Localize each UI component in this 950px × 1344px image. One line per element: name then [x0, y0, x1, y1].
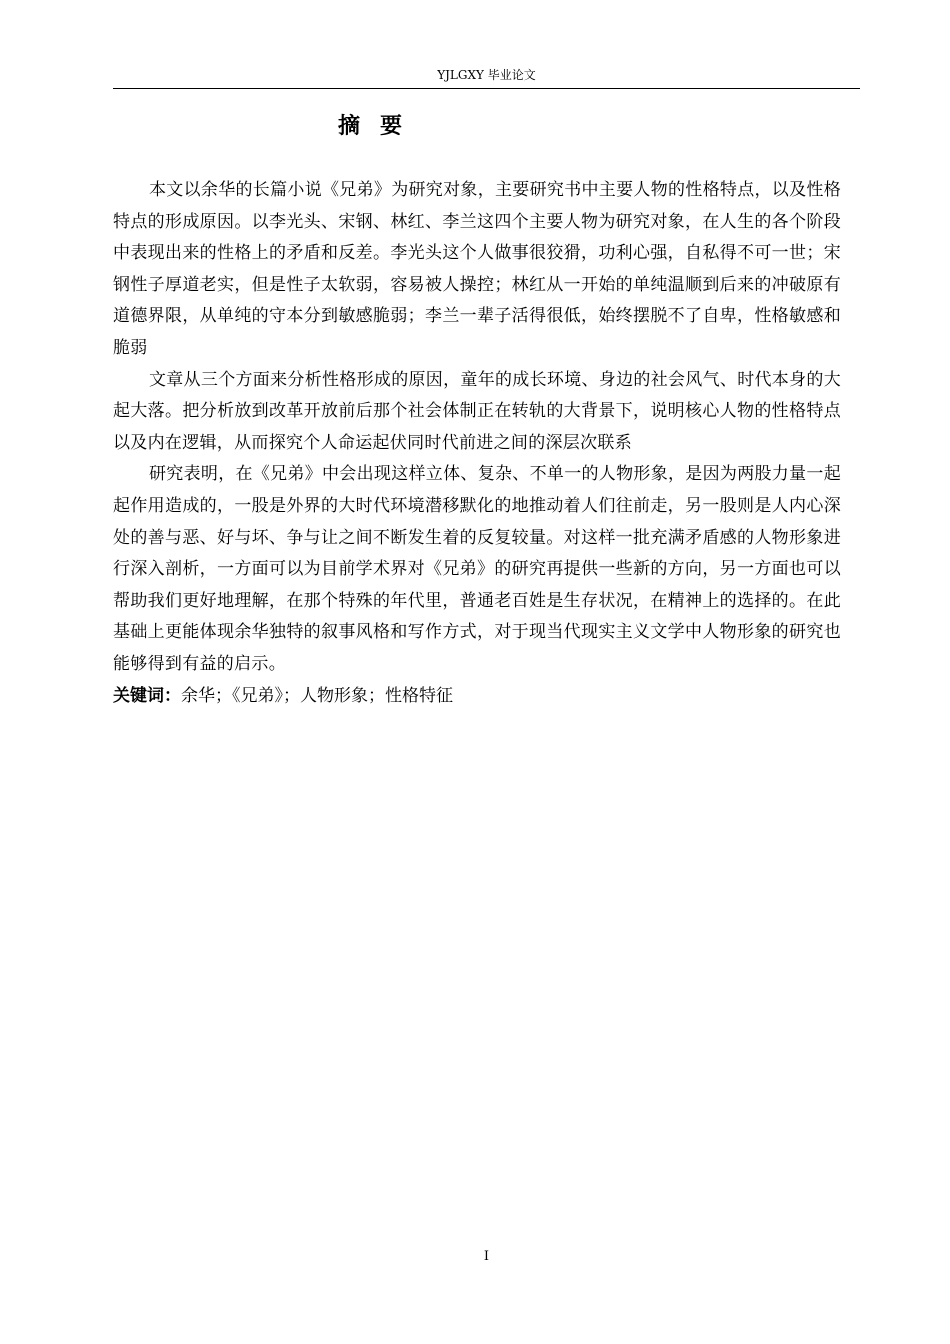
keywords-list: 余华；《兄弟》；人物形象；性格特征	[181, 685, 453, 706]
keywords-label: 关键词：	[113, 685, 181, 706]
abstract-paragraph-2: 文章从三个方面来分析性格形成的原因，童年的成长环境、身边的社会风气、时代本身的大起大落。把分析放到改革开放前后那个社会体制正在转轨的大背景下，说明核心人物的性格特点以及内在逻辑，从而探究个人命运起伏同时代前进之间的深层次联系	[113, 369, 841, 453]
running-header: YJLGXY 毕业论文	[437, 68, 536, 82]
header-divider	[113, 88, 860, 89]
abstract-paragraph-1: 本文以余华的长篇小说《兄弟》为研究对象，主要研究书中主要人物的性格特点，以及性格特点的形成原因。以李光头、宋钢、林红、李兰这四个主要人物为研究对象，在人生的各个阶段中表现出来的性格上的矛盾和反差。李光头这个人做事很狡猾，功利心强，自私得不可一世；宋钢性子厚道老实，但是性子太软弱，容易被人操控；林红从一开始的单纯温顺到后来的冲破原有道德界限，从单纯的守本分到敏感脆弱；李兰一辈子活得很低，始终摆脱不了自卑，性格敏感和脆弱	[113, 180, 841, 358]
abstract-paragraph-3: 研究表明，在《兄弟》中会出现这样立体、复杂、不单一的人物形象，是因为两股力量一起起作用造成的，一股是外界的大时代环境潜移默化的地推动着人们往前走，另一股则是人内心深处的善与恶、好与坏、争与让之间不断发生着的反复较量。对这样一批充满矛盾感的人物形象进行深入剖析，一方面可以为目前学术界对《兄弟》的研究再提供一些新的方向，另一方面也可以帮助我们更好地理解，在那个特殊的年代里，普通老百姓是生存状况，在精神上的选择的。在此基础上更能体现余华独特的叙事风格和写作方式，对于现当代现实主义文学中人物形象的研究也能够得到有益的启示。	[113, 464, 841, 674]
abstract-body	[113, 175, 841, 712]
abstract-title: 摘要	[337, 114, 422, 139]
keywords-line	[113, 681, 841, 713]
page-number: I	[483, 1249, 490, 1264]
